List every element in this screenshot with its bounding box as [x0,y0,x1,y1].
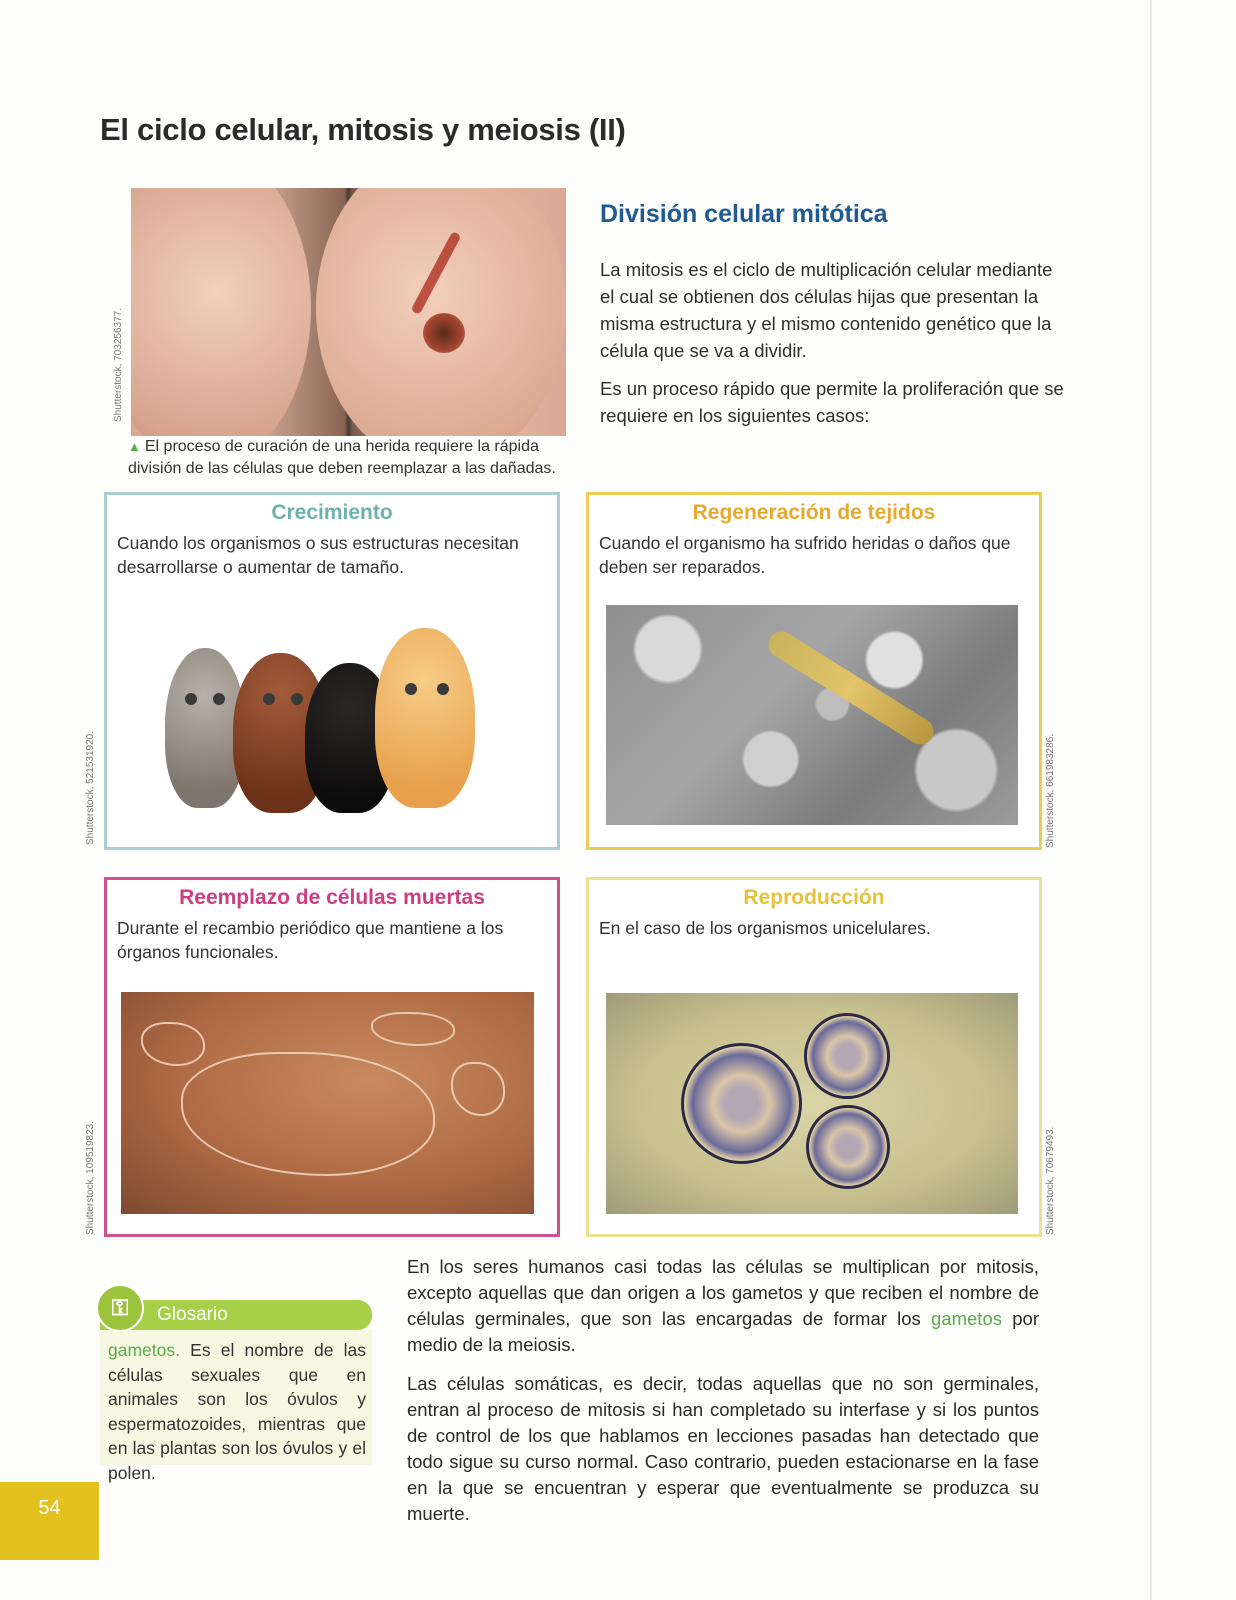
book-key-icon: ⚿ [96,1284,144,1332]
box-text: Cuando los organismos o sus estructuras necesitan desarrollarse o aumentar de tamaño. [117,533,519,577]
wound-photo [131,188,566,436]
page-edge [1150,0,1152,1600]
caption-text: El proceso de curación de una herida requiere la rápida división de las células que deben reemplazar a las dañadas. [128,438,556,477]
photo-credit: Shutterstock, 703256377. [113,308,124,422]
body-paragraph: Las células somáticas, es decir, todas aquellas que no son germinales, entran al proceso de mitosis si han completado su interfase y si los puntos de control de los que hablamos en lecciones pasadas han detectado que todo sigue su curso normal. Caso contrario, pueden estacionarse en la fase en la que se encuentran y esperar que eventualmente se produzca su muerte. [407,1373,1039,1524]
box-title: Reemplazo de células muertas [179,886,485,909]
photo-credit: Shutterstock, 70679493. [1045,1126,1056,1235]
paragraph-text: por medio de la meiosis. [407,1308,1039,1355]
box-title: Crecimiento [271,501,393,524]
photo-credit: Shutterstock, 109519823. [85,1121,96,1235]
box-title: Reproducción [743,886,885,909]
triangle-icon: ▲ [128,439,141,454]
box-text: Cuando el organismo ha sufrido heridas o daños que deben ser reparados. [599,533,1011,577]
figure-caption [128,436,568,480]
box-text: Durante el recambio periódico que mantiene a los órganos funcionales. [117,918,504,962]
box-title: Regeneración de tejidos [692,501,936,524]
kittens-puppies-photo [155,618,520,814]
body-paragraph [407,1254,1039,1358]
section-title: División celular mitótica [600,200,888,228]
glossary-definition: Es el nombre de las células sexuales que en animales son los óvulos y espermatozoides, mientras que en las plantas son los óvulos y el polen. [108,1340,366,1483]
page-title: El ciclo celular, mitosis y meiosis (II) [100,112,626,147]
pollen-microscope-photo [606,993,1018,1214]
photo-credit: Shutterstock, 661983286. [1045,734,1056,848]
intro-paragraph: La mitosis es el ciclo de multiplicación celular mediante el cual se obtienen dos células hijas que presentan la misma estructura y el mismo contenido genético que la célula que se va a dividir. [600,259,1053,361]
photo-credit: Shutterstock, 521531920. [85,731,96,845]
glossary-link[interactable]: gametos [931,1308,1002,1329]
paragraph-text: En los seres humanos casi todas las células se multiplican por mitosis, excepto aquellas que dan origen a los gametos y que reciben el nombre de células germinales, que son las encargadas de formar los [407,1256,1039,1329]
lizard-photo [606,605,1018,825]
page-number: 54 [38,1497,61,1519]
box-text: En el caso de los organismos unicelulares. [599,918,931,938]
page-number-tab [0,1482,99,1560]
glossary-title: Glosario [157,1304,228,1325]
peeling-skin-photo [121,992,534,1214]
intro-paragraph: Es un proceso rápido que permite la proliferación que se requiere en los siguientes casos: [600,378,1064,426]
glossary-term: gametos. [108,1340,180,1360]
glossary-entry [108,1338,366,1485]
